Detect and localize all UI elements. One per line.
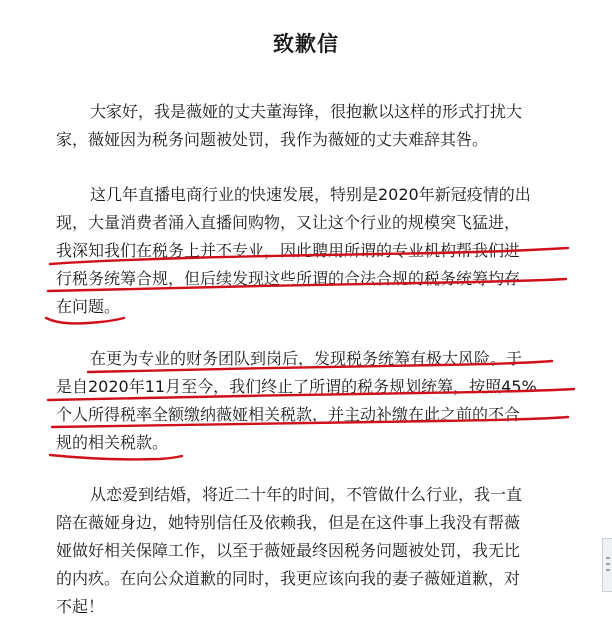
paragraph-3 bbox=[56, 345, 564, 457]
paragraph-line: 是自2020年11月至今，我们终止了所谓的税务规划统筹，按照45% bbox=[56, 377, 537, 396]
paragraph-line: 规的相关税款。 bbox=[56, 433, 169, 452]
grip-line bbox=[606, 557, 610, 559]
paragraph-line: 我深知我们在税务上并不专业，因此聘用所谓的专业机构帮我们进 bbox=[56, 241, 521, 260]
paragraph-line: 不起！ bbox=[56, 597, 105, 616]
paragraph-4 bbox=[56, 481, 564, 621]
paragraph-line: 的内疚。在向公众道歉的同时，我更应该向我的妻子薇娅道歉，对 bbox=[56, 569, 521, 588]
paragraph-line: 陪在薇娅身边，她特别信任及依赖我，但是在这件事上我没有帮薇 bbox=[56, 513, 521, 532]
paragraph-line: 在问题。 bbox=[56, 297, 121, 316]
paragraph-line: 家，薇娅因为税务问题被处罚，我作为薇娅的丈夫难辞其咎。 bbox=[56, 130, 489, 149]
paragraph-2 bbox=[56, 181, 564, 321]
grip-line bbox=[606, 563, 610, 565]
paragraph-line: 娅做好相关保障工作，以至于薇娅最终因税务问题被处罚，我无比 bbox=[56, 541, 521, 560]
document-title: 致歉信 bbox=[273, 32, 339, 56]
paragraph-line: 从恋爱到结婚，将近二十年的时间，不管做什么行业，我一直 bbox=[90, 485, 523, 504]
grip-line bbox=[606, 569, 610, 571]
paragraph-line: 个人所得税率全额缴纳薇娅相关税款，并主动补缴在此之前的不合 bbox=[56, 405, 521, 424]
paragraph-1 bbox=[56, 98, 564, 154]
paragraph-line: 这几年直播电商行业的快速发展，特别是2020年新冠疫情的出 bbox=[90, 185, 531, 204]
scrollbar-handle-icon[interactable] bbox=[602, 538, 612, 592]
paragraph-line: 行税务统筹合规，但后续发现这些所谓的合法合规的税务统筹均存 bbox=[56, 269, 521, 288]
paragraph-line: 现，大量消费者涌入直播间购物，又让这个行业的规模突飞猛进， bbox=[56, 213, 521, 232]
paragraph-line: 在更为专业的财务团队到岗后，发现税务统筹有极大风险。于 bbox=[90, 349, 523, 368]
paragraph-line: 大家好，我是薇娅的丈夫董海锋，很抱歉以这样的形式打扰大 bbox=[90, 102, 523, 121]
